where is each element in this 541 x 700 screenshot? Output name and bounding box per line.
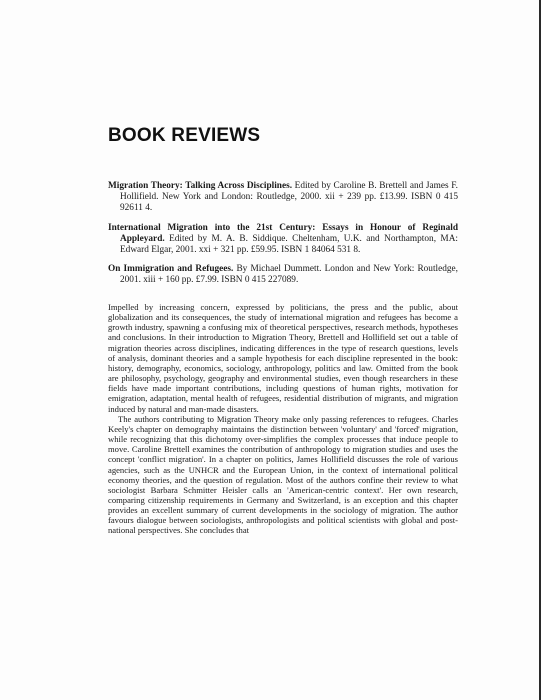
book-title: International Migration into the 21st Century: Essays in Honour of Reginald Appleyard. xyxy=(108,222,458,244)
book-entry xyxy=(108,264,458,286)
book-title: Migration Theory: Talking Across Disciplines. xyxy=(108,181,293,191)
book-entries-list xyxy=(108,181,458,295)
body-paragraph: Impelled by increasing concern, expressed by politicians, the press and the public, about globalization and its consequences, the study of international migration and refugees has become a growth industry, spawning a confusing mix of theoretical perspectives, research methods, hypotheses and conclusions. In their introduction to Migration Theory, Brettell and Hollifield set out a table of migration theories across disciplines, indicating differences in the type of research questions, levels of analysis, dominant theories and a sample hypothesis for each discipline represented in the book: history, demography, economics, sociology, anthropology, politics and law. Omitted from the book are philosophy, psychology, geography and environmental studies, even though researchers in these fields have made important contributions, including questions of human rights, motivation for emigration, adaptation, mental health of refugees, residential distribution of migrants, and migration induced by natural and man-made disasters. xyxy=(108,302,458,414)
section-heading: BOOK REVIEWS xyxy=(108,125,261,146)
book-entry xyxy=(108,181,458,215)
book-details: Edited by Caroline B. Brettell and James F. Hollifield. New York and London: Routledge, 2000. xii + 239 pp. £13.99. ISBN 0 415 92611 4. xyxy=(120,181,458,214)
review-body xyxy=(108,302,458,536)
body-paragraph: The authors contributing to Migration Theory make only passing references to refugees. Charles Keely's chapter on demography maintains the distinction between 'voluntary' and 'forced' migration, while recognizing that this dichotomy over-simplifies the complex processes that induce people to move. Caroline Brettell examines the contribution of anthropology to migration studies and uses the concept 'conflict migration'. In a chapter on politics, James Hollifield discusses the role of various agencies, such as the UNHCR and the European Union, in the context of international political economy theories, and the question of regulation. Most of the authors confine their review to what sociologist Barbara Schmitter Heisler calls an 'American-centric context'. Her own research, comparing citizenship requirements in Germany and Switzerland, is an exception and this chapter provides an excellent summary of current developments in the sociology of migration. The author favours dialogue between sociologists, anthropologists and political scientists with global and post-national perspectives. She concludes that xyxy=(108,413,458,536)
book-title: On Immigration and Refugees. xyxy=(108,264,234,275)
book-details: Edited by M. A. B. Siddique. Cheltenham, U.K. and Northampton, MA: Edward Elgar, 2001. xxi + 321 pp. £59.95. ISBN 1 84064 531 8. xyxy=(120,233,458,256)
book-entry xyxy=(108,223,458,257)
book-details: By Michael Dummett. London and New York: Routledge, 2001. xiii + 160 pp. £7.99. ISBN 0 415 227089. xyxy=(120,264,458,286)
